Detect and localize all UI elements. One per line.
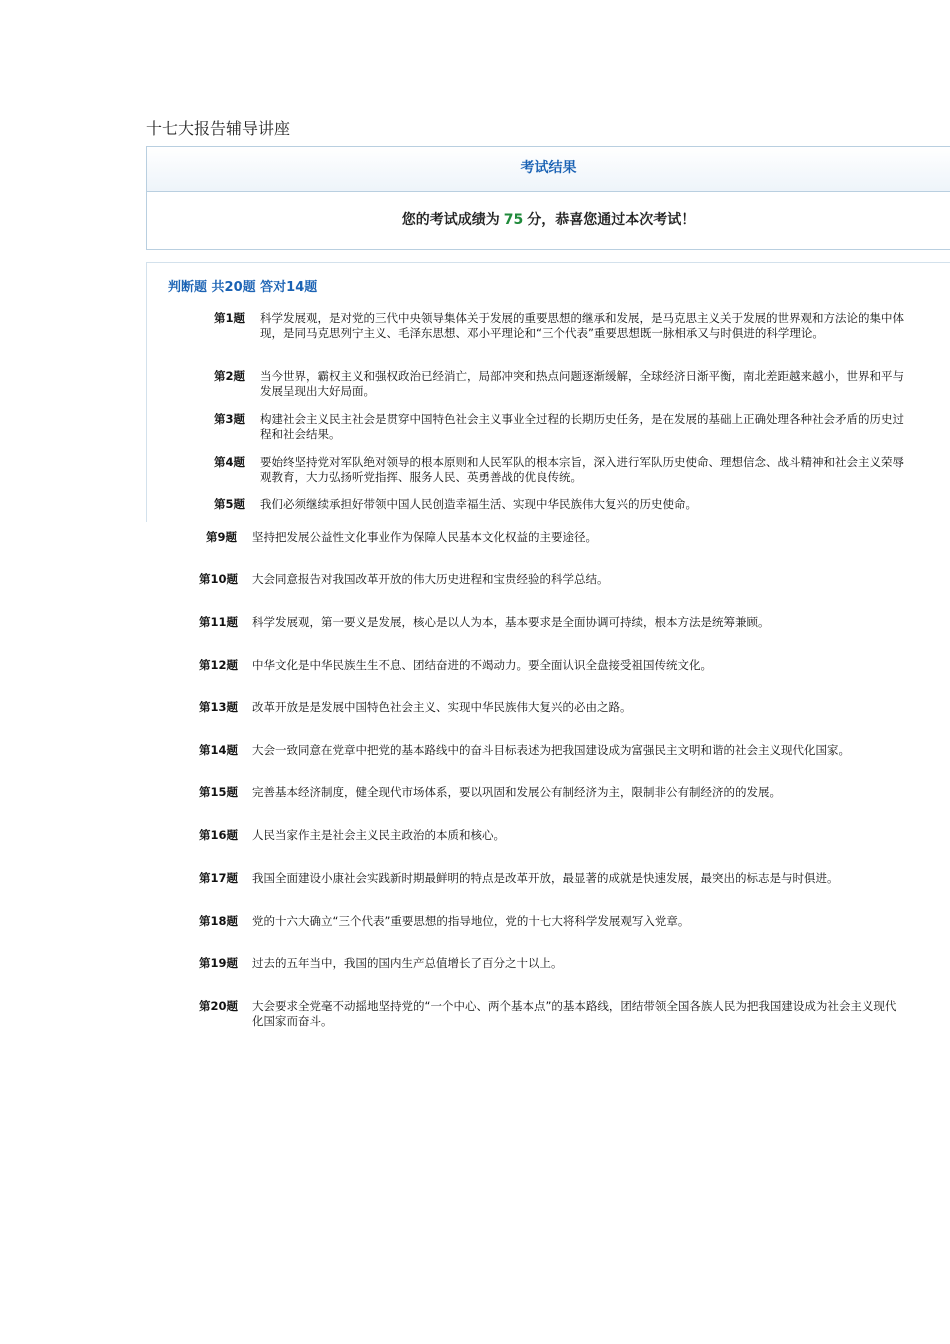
question-number: 第20题: [199, 999, 239, 1013]
exam-score: 75: [503, 212, 524, 228]
question-item: [199, 615, 905, 630]
question-number: 第12题: [199, 658, 239, 672]
question-text: 大会一致同意在党章中把党的基本路线中的奋斗目标表述为把我国建设成为富强民主文明和谐的社会主义现代化国家。: [252, 743, 850, 757]
exam-result-message: [147, 192, 950, 248]
question-item: [199, 572, 905, 587]
question-text: 人民当家作主是社会主义民主政治的本质和核心。: [252, 828, 505, 842]
exam-result-header: 考试结果: [147, 147, 950, 192]
question-number: 第18题: [199, 914, 239, 928]
question-item: [199, 658, 905, 673]
question-text: 改革开放是是发展中国特色社会主义、实现中华民族伟大复兴的必由之路。: [252, 700, 632, 714]
question-text: 大会同意报告对我国改革开放的伟大历史进程和宝贵经验的科学总结。: [252, 572, 609, 586]
question-number: 第4题: [214, 455, 246, 469]
question-number: 第3题: [214, 412, 246, 426]
question-number: 第2题: [214, 369, 246, 383]
question-number: 第10题: [199, 572, 239, 586]
question-text: 我国全面建设小康社会实践新时期最鲜明的特点是改革开放，最显著的成就是快速发展，最突出的标志是与时俱进。: [252, 871, 839, 885]
exam-result-panel: [146, 146, 950, 250]
question-text: 党的十六大确立“三个代表”重要思想的指导地位，党的十七大将科学发展观写入党章。: [252, 914, 690, 928]
question-text: 中华文化是中华民族生生不息、团结奋进的不竭动力。要全面认识全盘接受祖国传统文化。: [252, 658, 712, 672]
question-item: [199, 785, 905, 800]
question-text: 当今世界，霸权主义和强权政治已经消亡，局部冲突和热点问题逐渐缓解，全球经济日渐平衡，南北差距越来越小，世界和平与发展呈现出大好局面。: [260, 369, 904, 398]
question-number: 第19题: [199, 956, 239, 970]
question-text: 坚持把发展公益性文化事业作为保障人民基本文化权益的主要途径。: [252, 530, 597, 544]
question-item: [214, 497, 914, 512]
question-item: [214, 412, 914, 442]
question-item: [199, 871, 905, 886]
question-number: 第15题: [199, 785, 239, 799]
question-item: [199, 999, 905, 1029]
question-item: [206, 530, 906, 545]
question-text: 完善基本经济制度，健全现代市场体系，要以巩固和发展公有制经济为主，限制非公有制经济的的发展。: [252, 785, 781, 799]
document-title: 十七大报告辅导讲座: [146, 119, 291, 138]
question-number: 第1题: [214, 311, 246, 325]
question-item: [214, 369, 914, 399]
question-item: [214, 311, 914, 341]
question-number: 第14题: [199, 743, 239, 757]
true-false-section-title: 判断题 共20题 答对14题: [168, 280, 318, 295]
question-text: 过去的五年当中，我国的国内生产总值增长了百分之十以上。: [252, 956, 563, 970]
question-text: 科学发展观，第一要义是发展，核心是以人为本，基本要求是全面协调可持续，根本方法是统筹兼顾。: [252, 615, 770, 629]
question-number: 第13题: [199, 700, 239, 714]
question-number: 第11题: [199, 615, 239, 629]
question-number: 第17题: [199, 871, 239, 885]
question-text: 大会要求全党毫不动摇地坚持党的“一个中心、两个基本点”的基本路线，团结带领全国各族人民为把我国建设成为社会主义现代化国家而奋斗。: [252, 999, 897, 1028]
question-text: 要始终坚持党对军队绝对领导的根本原则和人民军队的根本宗旨，深入进行军队历史使命、理想信念、战斗精神和社会主义荣辱观教育，大力弘扬听党指挥、服务人民、英勇善战的优良传统。: [260, 455, 904, 484]
question-number: 第16题: [199, 828, 239, 842]
question-item: [199, 828, 905, 843]
score-message-suffix: 分，恭喜您通过本次考试！: [527, 212, 696, 228]
question-number: 第9题: [206, 530, 238, 544]
question-item: [214, 455, 914, 485]
question-item: [199, 914, 905, 929]
question-text: 构建社会主义民主社会是贯穿中国特色社会主义事业全过程的长期历史任务，是在发展的基础上正确处理各种社会矛盾的历史过程和社会结果。: [260, 412, 904, 441]
question-text: 科学发展观，是对党的三代中央领导集体关于发展的重要思想的继承和发展，是马克思主义关于发展的世界观和方法论的集中体现，是同马克思列宁主义、毛泽东思想、邓小平理论和“三个代表”重要思想既一脉相承又与时俱进的科学理论。: [260, 311, 904, 340]
question-item: [199, 743, 905, 758]
score-message-prefix: 您的考试成绩为: [401, 212, 500, 228]
question-item: [199, 956, 905, 971]
question-item: [199, 700, 905, 715]
question-text: 我们必须继续承担好带领中国人民创造幸福生活、实现中华民族伟大复兴的历史使命。: [260, 497, 697, 511]
question-number: 第5题: [214, 497, 246, 511]
